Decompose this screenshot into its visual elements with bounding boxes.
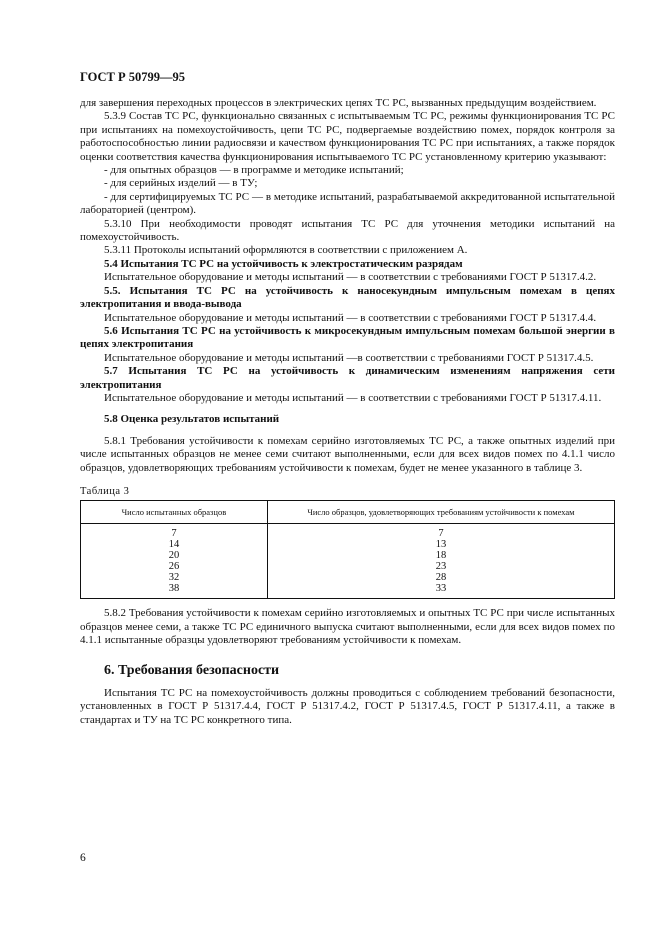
table-caption: Таблица 3 (80, 485, 130, 497)
table-header-row (81, 501, 615, 524)
table-value: 14 (168, 539, 180, 551)
paragraph-safety: Испытания ТС РС на помехоустойчивость должны проводиться с соблюдением требований безопасности, установленных в ГОСТ Р 51317.4.4, ГОСТ Р 51317.4.2, ГОСТ Р 51317.4.5, ГОСТ Р 51317.4.11, а также в стандартах и ТУ на ТС РС конкретного типа. (80, 687, 615, 726)
heading-5-8: 5.8 Оценка результатов испытаний (104, 413, 280, 426)
table-value: 23 (435, 561, 447, 573)
table-value: 7 (438, 528, 444, 540)
list-item: - для серийных изделий — в ТУ; (104, 177, 258, 190)
paragraph-5-3-10: 5.3.10 При необходимости проводят испытания ТС РС для уточнения методики испытаний на помехоустойчивость. (80, 217, 615, 244)
section-title-6: 6. Требования безопасности (104, 662, 280, 678)
table-cell-tested (81, 524, 268, 599)
table-3 (80, 500, 615, 599)
table-value: 7 (171, 528, 177, 540)
list-item: - для сертифицируемых ТС РС — в методике испытаний, разрабатываемой аккредитованной испытательной лабораторией (центром). (80, 190, 615, 217)
paragraph-5-8-2: 5.8.2 Требования устойчивости к помехам серийно изготовляемых и опытных ТС РС при числе испытанных образцов менее семи, а также ТС РС единичного выпуска считают выполненными, если для всех видов помех по 4.1.1 испытанные образцы удовлетворяют требованиям устойчивости к помехам. (80, 607, 615, 647)
table-value: 20 (168, 550, 180, 562)
document-body (80, 97, 615, 727)
table-value: 38 (168, 583, 180, 595)
table-value: 32 (168, 572, 180, 584)
paragraph: для завершения переходных процессов в электрических цепях ТС РС, вызванных предыдущим воздействием. (80, 97, 597, 109)
paragraph-5-3-9: 5.3.9 Состав ТС РС, функционально связанных с испытываемым ТС РС, режимы функционирования ТС РС при испытаниях на помехоустойчивость, цепи ТС РС, подвергаемые воздействию помех, порядок контроля за работоспособностью линии радиосвязи и качеством функционирования ТС РС при испытаниях, а также порядок оценки соответствия качества функционирования испытываемого ТС РС установленному критерию указывают: (80, 110, 615, 163)
list-item: - для опытных образцов — в программе и методике испытаний; (104, 164, 404, 177)
table-value: 33 (435, 583, 447, 595)
heading-5-6: 5.6 Испытания ТС РС на устойчивость к микросекундным импульсным помехам большой энергии в цепях электропитания (80, 324, 615, 351)
page-number: 6 (80, 852, 86, 864)
table-header-cell: Число образцов, удовлетворяющих требованиям устойчивости к помехам (267, 501, 614, 524)
document-header: ГОСТ Р 50799—95 (80, 70, 186, 84)
paragraph-5-8-1: 5.8.1 Требования устойчивости к помехам серийно изготовляемых ТС РС, а также опытных изделий при числе испытанных образцов не менее семи считают выполненными, если для всех видов помех по 4.1.1 число образцов, удовлетворяющих требованиям устойчивости к помехам, будет не менее указанного в таблице 3. (80, 434, 615, 474)
paragraph: Испытательное оборудование и методы испытаний — в соответствии с требованиями ГОСТ Р 51317.4.11. (104, 391, 602, 404)
paragraph: Испытательное оборудование и методы испытаний — в соответствии с требованиями ГОСТ Р 51317.4.4. (104, 311, 597, 324)
table-value: 28 (435, 572, 447, 584)
table-value: 13 (435, 539, 447, 551)
paragraph: Испытательное оборудование и методы испытаний —в соответствии с требованиями ГОСТ Р 51317.4.5. (104, 351, 594, 364)
paragraph: Испытательное оборудование и методы испытаний — в соответствии с требованиями ГОСТ Р 51317.4.2. (104, 271, 597, 284)
table-cell-passed (267, 524, 614, 599)
table-header-cell: Число испытанных образцов (81, 501, 268, 524)
table-row (81, 524, 615, 599)
heading-5-7: 5.7 Испытания ТС РС на устойчивость к динамическим изменениям напряжения сети электропитания (80, 365, 615, 391)
heading-5-5: 5.5. Испытания ТС РС на устойчивость к наносекундным импульсным помехам в цепях электропитания и ввода-вывода (80, 284, 615, 311)
heading-5-4: 5.4 Испытания ТС РС на устойчивость к электростатическим разрядам (104, 257, 463, 270)
paragraph-5-3-11: 5.3.11 Протоколы испытаний оформляются в соответствии с приложением А. (104, 244, 468, 257)
table-value: 18 (435, 550, 447, 562)
table-value: 26 (168, 561, 180, 573)
